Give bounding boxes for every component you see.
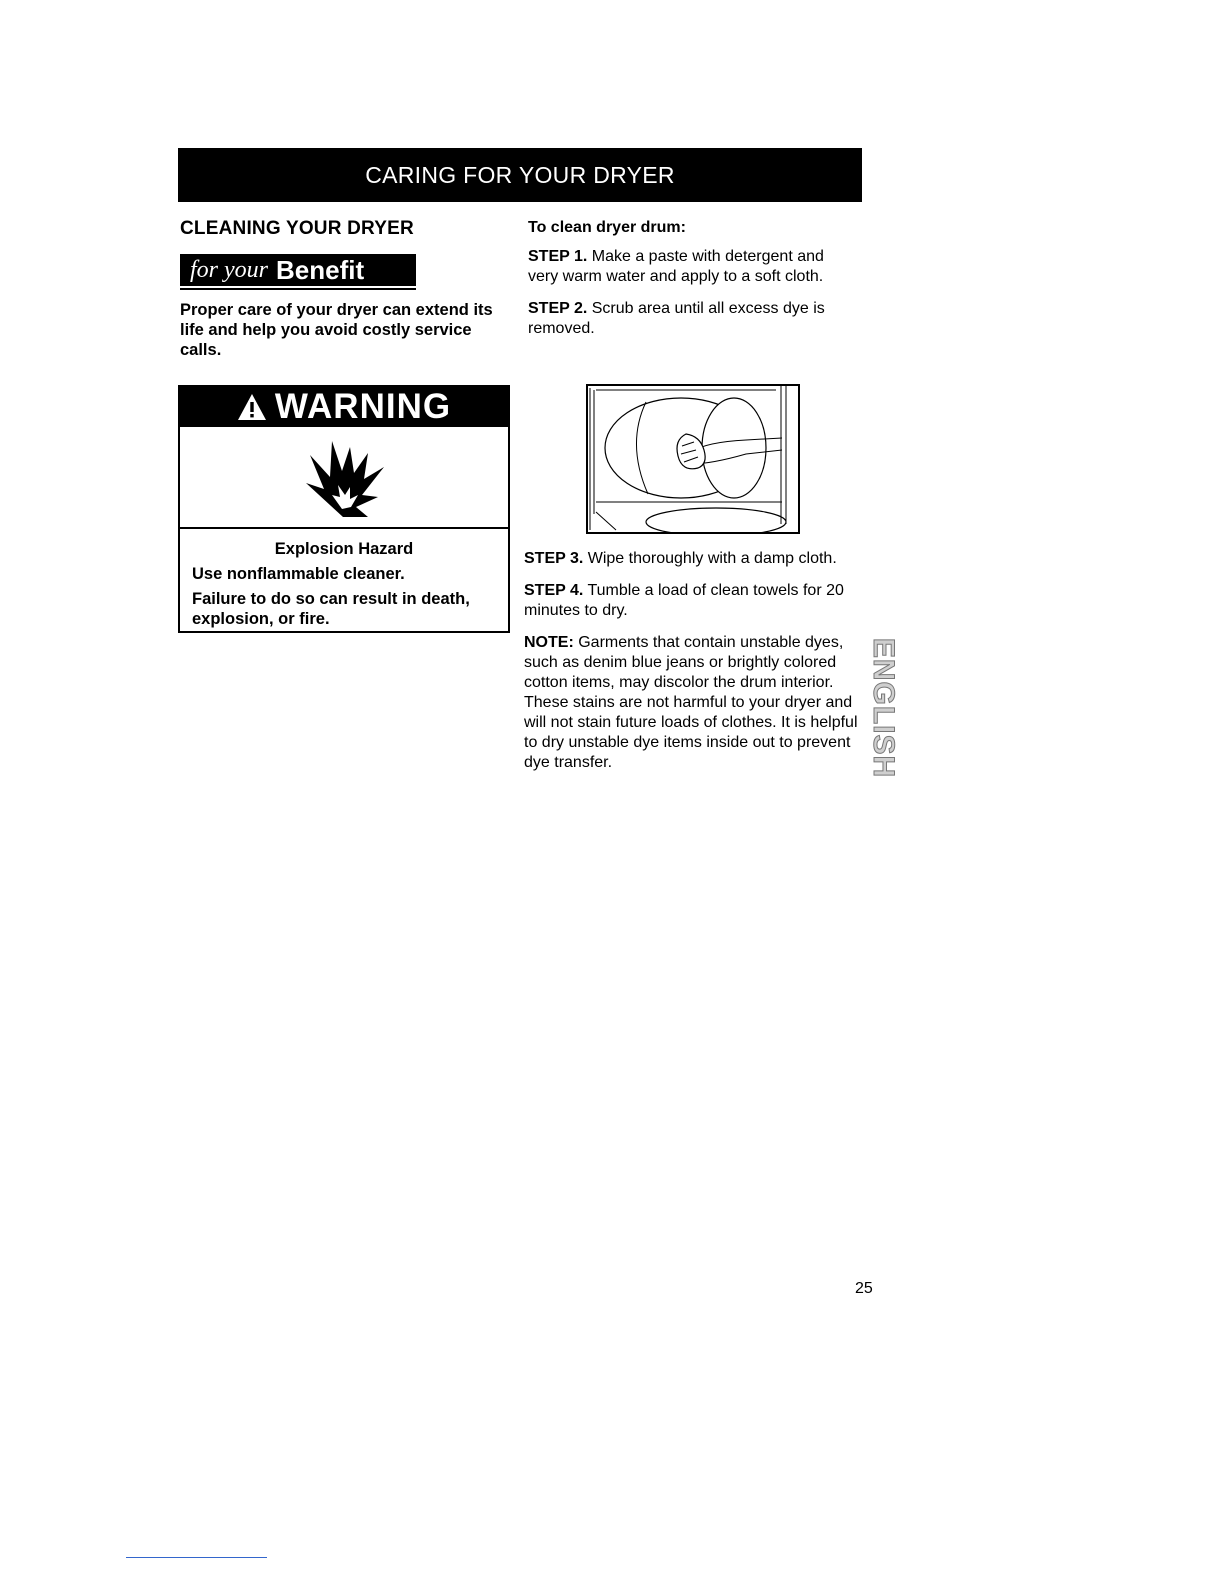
explosion-icon	[298, 437, 388, 519]
language-side-tab	[867, 620, 901, 796]
intro-text: Proper care of your dryer can extend its life and help you avoid costly service calls.	[180, 301, 493, 359]
step-4-label: STEP 4.	[524, 582, 584, 599]
page-header-title: CARING FOR YOUR DRYER	[365, 161, 675, 188]
warning-triangle-icon	[237, 392, 267, 422]
warning-pictogram-area	[180, 427, 508, 529]
step-2-text: Scrub area until all excess dye is removed.	[528, 300, 825, 337]
warning-hazard-title: Explosion Hazard	[274, 540, 414, 558]
step-3-text: Wipe thoroughly with a damp cloth.	[587, 550, 837, 567]
drum-label: To clean dryer drum:	[528, 219, 686, 236]
benefit-underline	[180, 288, 416, 290]
note-label: NOTE:	[524, 634, 574, 651]
drum-instructions-top	[528, 219, 858, 351]
note-text: Garments that contain unstable dyes, such as denim blue jeans or brightly colored cotton items, may discolor the drum interior. These stains are not harmful to your dryer and will not stain future loads of clothes. It is helpful to dry unstable dye items inside out to prevent dye transfer.	[524, 634, 858, 771]
step-1	[528, 247, 858, 287]
note	[524, 633, 860, 773]
drum-instructions-bottom	[524, 549, 860, 773]
language-side-tab-label: ENGLISH	[867, 637, 901, 779]
step-3-label: STEP 3.	[524, 550, 584, 567]
warning-line-1: Use nonflammable cleaner.	[192, 565, 405, 583]
page-header-bar	[178, 148, 862, 202]
step-2-label: STEP 2.	[528, 300, 588, 317]
warning-text	[180, 529, 508, 629]
warning-title: WARNING	[274, 387, 452, 426]
step-4	[524, 581, 860, 621]
warning-line-2: Failure to do so can result in death, explosion, or fire.	[192, 590, 470, 628]
step-1-label: STEP 1.	[528, 248, 588, 265]
step-4-text: Tumble a load of clean towels for 20 minutes to dry.	[524, 582, 844, 619]
section-title: CLEANING YOUR DRYER	[180, 218, 414, 239]
benefit-logo-benefit: Benefit	[276, 254, 365, 285]
warning-box	[178, 385, 510, 633]
page-number: 25	[855, 1280, 873, 1297]
for-your-benefit-logo	[180, 254, 416, 286]
drum-cleaning-illustration	[586, 384, 800, 534]
footer-rule	[126, 1557, 267, 1558]
benefit-logo-for-your: for your	[190, 256, 268, 283]
step-3	[524, 549, 860, 569]
warning-header	[180, 387, 508, 427]
step-2	[528, 299, 858, 339]
step-1-text: Make a paste with detergent and very warm water and apply to a soft cloth.	[528, 248, 824, 285]
